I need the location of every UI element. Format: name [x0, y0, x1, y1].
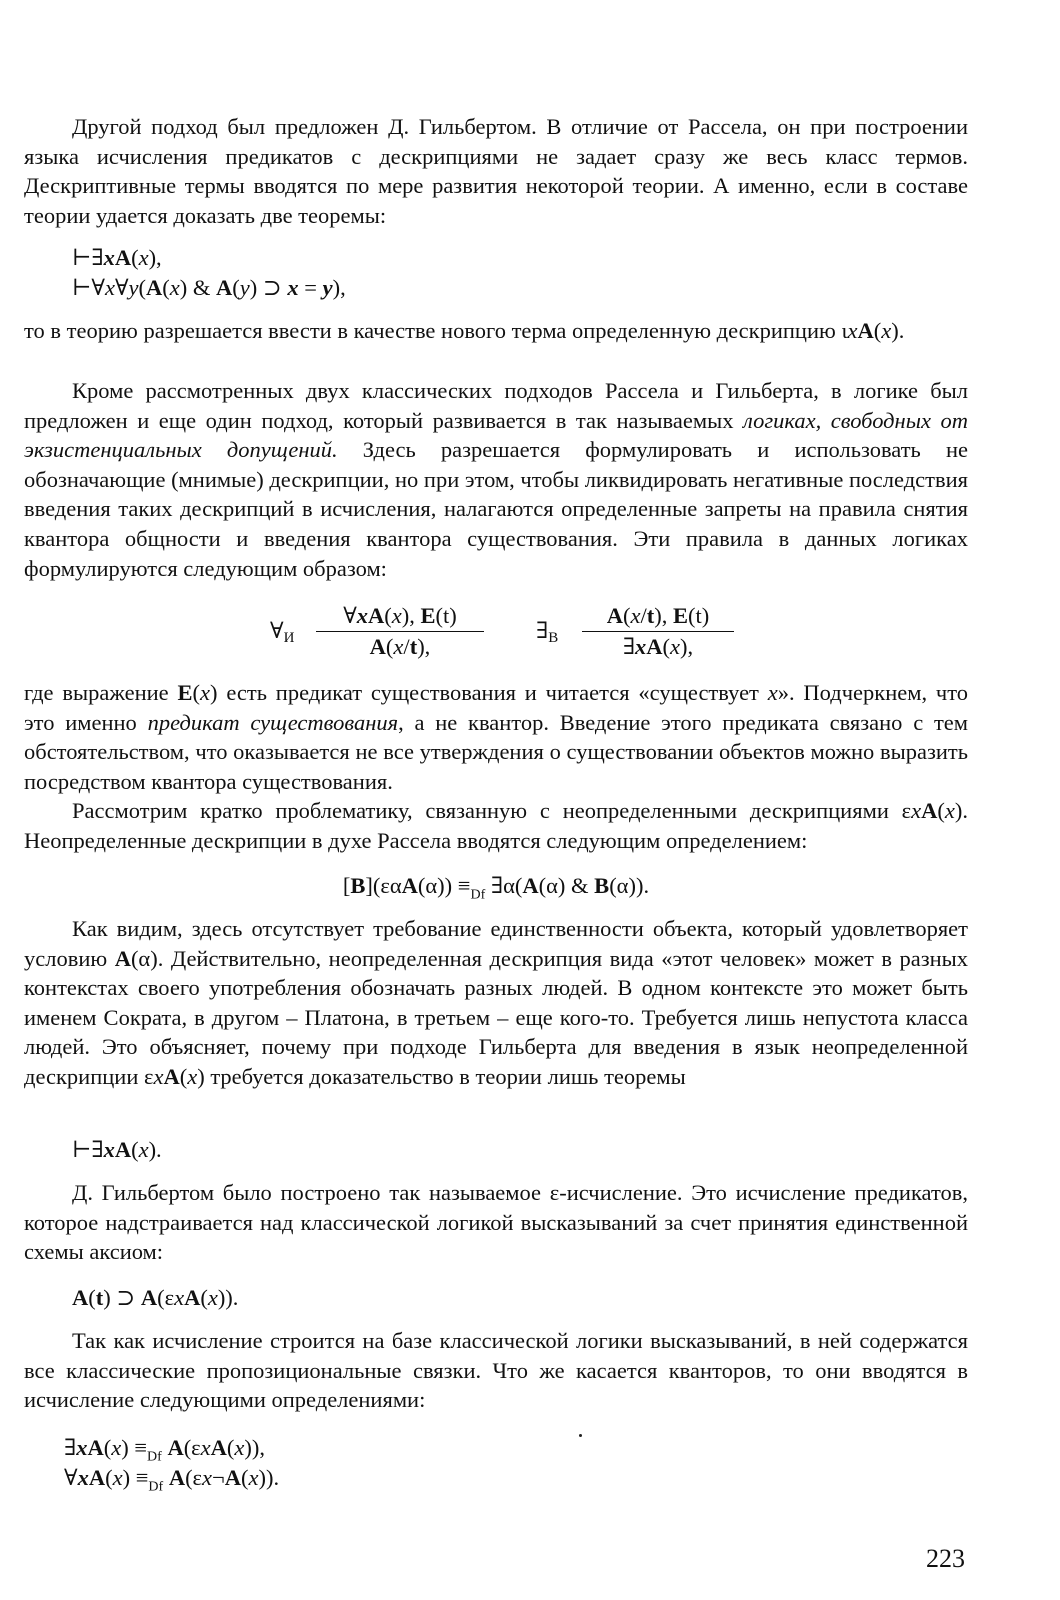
paragraph-6-text-c: требуется доказательство в теории лишь теоремы [204, 1063, 686, 1089]
formula-definition-forall: ∀xA(x) $\equiv_{Df}$ A(εx¬A(x)). [64, 1465, 280, 1495]
paragraph-1: Другой подход был предложен Д. Гильбертом. В отличие от Рассела, он при построении языка исчисления предикатов с дескрипциями не задает сразу же весь класс термов. Дескриптивные термы вводятся по мере развития некоторой теории. А именно, если в составе теории удается доказать две теоремы: [24, 114, 968, 228]
page-number: 223 [926, 1544, 965, 1573]
paragraph-4-italic: предикат существования [147, 709, 399, 735]
paragraph-4-text-d: , а не квантор. Введение этого предиката связано с тем обстоятельством, что оказывается не все утверждения о существовании объектов можно выразить посредством квантора существования. [24, 709, 968, 794]
paragraph-4 [24, 678, 968, 796]
paragraph-3-italic: логиках, свободных от экзистенциальных допущений. [24, 407, 968, 463]
formula-exists: ⊢∃xA(x), [72, 245, 162, 270]
paragraph-7: Д. Гильбертом было построено так называемое ε-исчисление. Это исчисление предикатов, которое надстраивается над классической логикой высказываний за счет принятия единственной схемы аксиом: [24, 1180, 968, 1265]
paragraph-5 [24, 796, 968, 855]
paragraph-4-text-b: есть предикат существования и читается «существует [217, 680, 768, 705]
var-x: x [767, 680, 778, 705]
rule-exists-denominator: ∃xA(x), [622, 634, 694, 659]
iota-term: ιxA(x). [841, 318, 905, 343]
rule-forall-numerator: ∀xA(x), E(t) [316, 603, 484, 632]
paragraph-5-text-b: . Неопределенные дескрипции в духе Рассела вводятся следующим определением: [24, 798, 968, 853]
rule-forall-denominator: A(x/t), [369, 634, 431, 659]
condition-alpha: A(α) [114, 945, 158, 971]
paragraph-4-text-c: ». Подчеркнем, что это именно [24, 680, 969, 735]
paragraph-2 [24, 316, 968, 346]
rule-forall [316, 603, 484, 660]
paragraph-5-text-a: Рассмотрим кратко проблематику, связанную с неопределенными дескрипциями [72, 798, 902, 823]
formula-axiom: A(t) ⊃ A(εxA(x)). [72, 1285, 239, 1310]
formula-definition-exists: ∃xA(x) $\equiv_{Df}$ A(εxA(x)), [64, 1435, 266, 1465]
paragraph-6 [24, 914, 968, 1092]
paragraph-3 [24, 376, 968, 583]
paragraph-4-text-a: где выражение [24, 680, 178, 705]
stray-mark [579, 1434, 582, 1437]
epsilon-term: εxA(x) [901, 798, 963, 823]
paragraph-3-text-b: Здесь разрешается формулировать и использовать не обозначающие (мнимые) дескрипции, но при этом, чтобы ликвидировать негативные последствия введения таких дескрипций в исчисления, налагаются определенные запреты на правила снятия квантора общности и введения квантора существования. Эти правила в данных логиках формулируются следующим образом: [24, 437, 968, 581]
paragraph-6-text-b: . Действительно, неопределенная дескрипция вида «этот человек» может в разных контекстах своего употребления обозначать разных людей. В одном контексте это может быть именем Сократа, в другом – Платона, в третьем – еще кого-то. Требуется лишь непустота класса людей. Это объясняет, почему при подходе Гильберта для введения в язык неопределенной дескрипции [24, 945, 968, 1089]
formula-uniqueness: ⊢∀x∀y(A(x) & A(y) ⊃ x = y), [72, 275, 346, 300]
rule-exists-numerator: A(x/t), E(t) [582, 603, 734, 632]
paragraph-3-text-a: Кроме рассмотренных двух классических подходов Рассела и Гильберта, в логике был предложен и еще один подход, который развивается в так называемых [24, 378, 968, 433]
rule-exists [582, 603, 734, 660]
paragraph-2-text: то в теорию разрешается ввести в качестве нового терма определенную дескрипцию [24, 318, 842, 343]
paragraph-6-text-a: Как видим, здесь отсутствует требование единственности объекта, который удовлетворяет условию [24, 916, 968, 971]
formula-exists-2: ⊢∃xA(x). [72, 1137, 162, 1162]
rule-exists-label: $\exists_В$ [536, 618, 559, 646]
epsilon-term-2: εxA(x) [144, 1063, 205, 1089]
rule-forall-label: $\forall_И$ [270, 618, 295, 646]
paragraph-8: Так как исчисление строится на базе классической логики высказываний, в ней содержатся все классические пропозициональные связки. Что же касается кванторов, то они вводятся в исчисление следующими определениями: [24, 1328, 968, 1413]
existence-predicate: E(x) [177, 680, 218, 705]
formula-indefinite-definition: $[B](\varepsilon\alpha A(\alpha)) \equiv_{Df}$ ∃α(A(α) & B(α)). [342, 873, 650, 903]
